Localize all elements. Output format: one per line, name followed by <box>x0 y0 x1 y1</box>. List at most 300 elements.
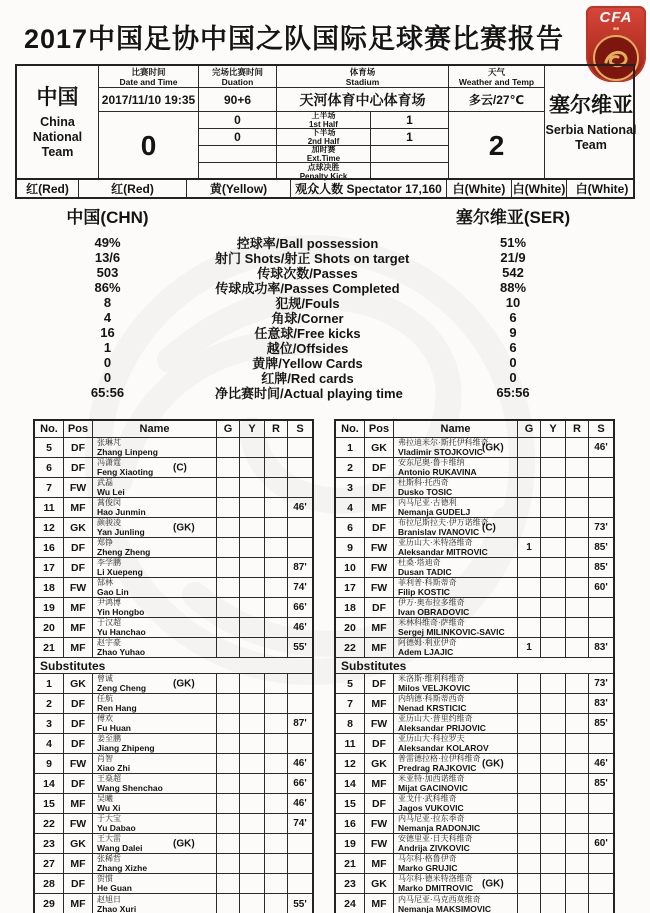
player-position: MF <box>64 598 93 617</box>
match-info-table <box>15 64 635 180</box>
player-name-cell <box>93 874 217 893</box>
red-card-cell <box>265 834 288 853</box>
player-position: FW <box>64 578 93 597</box>
player-row <box>336 714 613 734</box>
player-name-cell <box>93 498 217 517</box>
stat-row <box>0 353 650 371</box>
player-name-zh: 赵旭日 <box>97 894 121 904</box>
stat-away-value: 6 <box>509 340 517 355</box>
player-number: 15 <box>336 794 365 813</box>
away-score: 2 <box>449 112 545 180</box>
player-name-en: Nemanja RADONJIC <box>398 823 481 833</box>
red-card-cell <box>566 854 589 873</box>
roster-header-cell: Pos <box>365 421 394 437</box>
first-half-label-zh: 上半场 <box>311 111 336 120</box>
yellow-card-cell <box>240 458 265 477</box>
player-name-en: Fu Huan <box>97 723 131 733</box>
player-name-cell <box>394 774 518 793</box>
second-half-away-score: 1 <box>371 129 449 146</box>
player-position: MF <box>365 854 394 873</box>
player-name-zh: 曾诚 <box>97 674 113 683</box>
player-number: 18 <box>35 578 64 597</box>
yellow-card-cell <box>240 674 265 693</box>
red-card-cell <box>566 694 589 713</box>
red-card-cell <box>265 578 288 597</box>
ext-time-label <box>277 146 371 163</box>
player-row <box>35 458 312 478</box>
player-name-cell <box>93 754 217 773</box>
player-position: FW <box>64 478 93 497</box>
player-number: 20 <box>35 618 64 637</box>
player-position: FW <box>365 578 394 597</box>
red-card-cell <box>566 558 589 577</box>
stat-home-value: 16 <box>100 325 115 340</box>
yellow-card-cell <box>240 518 265 537</box>
goals-cell <box>217 834 240 853</box>
roster-header-cell: Name <box>93 421 217 437</box>
red-card-cell <box>566 578 589 597</box>
red-card-cell <box>265 498 288 517</box>
stat-home-value: 13/6 <box>94 250 121 265</box>
player-name-zh: 傅欢 <box>97 714 113 723</box>
yellow-card-cell <box>541 734 566 753</box>
away-kit-socks: 白(White) <box>575 182 629 196</box>
substitutes-band: Substitutes <box>35 658 312 674</box>
player-position: GK <box>365 874 394 893</box>
goals-cell <box>518 774 541 793</box>
yellow-card-cell <box>240 774 265 793</box>
player-name-en: Yu Dabao <box>97 823 136 833</box>
player-name-cell <box>93 638 217 657</box>
sub-minute-cell: 46' <box>293 758 307 769</box>
stat-row <box>0 233 650 251</box>
sub-minute-cell <box>589 618 613 637</box>
yellow-card-cell <box>240 754 265 773</box>
player-name-en: Yan Junling <box>97 527 145 537</box>
away-team-name-zh: 塞尔维亚 <box>549 93 633 117</box>
player-name-zh: 米洛斯·维利科维奇 <box>398 674 465 683</box>
stats-away-header: 塞尔维亚(SER) <box>455 208 571 227</box>
roster-header-cell: Name <box>394 421 518 437</box>
player-name-en: Milos VELJKOVIC <box>398 683 471 693</box>
player-position: GK <box>64 518 93 537</box>
sub-minute-cell <box>589 854 613 873</box>
captain-gk-mark: (GK) <box>173 522 195 533</box>
player-row <box>35 618 312 638</box>
player-number: 1 <box>35 674 64 693</box>
yellow-card-cell <box>240 694 265 713</box>
yellow-card-cell <box>240 714 265 733</box>
player-name-en: Predrag RAJKOVIC <box>398 763 477 773</box>
captain-gk-mark: (GK) <box>482 442 504 453</box>
duration-header-en: Duation <box>221 76 254 87</box>
player-row <box>336 674 613 694</box>
sub-minute-cell <box>288 874 312 893</box>
player-position: MF <box>365 694 394 713</box>
player-row <box>336 598 613 618</box>
ext-time-label-zh: 加时赛 <box>311 145 336 154</box>
goals-cell <box>518 438 541 457</box>
captain-gk-mark: (GK) <box>173 838 195 849</box>
player-number: 4 <box>35 734 64 753</box>
player-name-en: Wang Dalei <box>97 843 143 853</box>
player-name-en: Xiao Zhi <box>97 763 131 773</box>
yellow-card-cell <box>541 618 566 637</box>
roster-header-cell: Pos <box>64 421 93 437</box>
yellow-card-cell <box>240 578 265 597</box>
player-name-en: Ren Hang <box>97 703 137 713</box>
goals-cell <box>217 598 240 617</box>
goals-cell <box>518 734 541 753</box>
player-name-zh: 冯潇霆 <box>97 458 121 467</box>
player-name-cell <box>93 518 217 537</box>
sub-minute-cell <box>589 498 613 517</box>
red-card-cell <box>265 794 288 813</box>
player-position: DF <box>64 458 93 477</box>
player-name-en: Zeng Cheng <box>97 683 147 693</box>
player-position: DF <box>64 774 93 793</box>
player-position: DF <box>365 794 394 813</box>
player-position: FW <box>365 538 394 557</box>
player-position: DF <box>64 538 93 557</box>
yellow-card-cell <box>541 794 566 813</box>
player-row <box>35 714 312 734</box>
home-team-cell <box>17 66 99 180</box>
player-name-zh: 伊万·奥布拉多维奇 <box>398 598 465 607</box>
match-duration: 90+6 <box>199 88 277 112</box>
player-number: 29 <box>35 894 64 913</box>
kit-spectator-row <box>15 178 635 199</box>
roster-header-cell: R <box>265 421 288 437</box>
sub-minute-cell <box>589 458 613 477</box>
first-half-label <box>277 112 371 129</box>
datetime-header-en: Date and Time <box>119 76 178 87</box>
player-number: 27 <box>35 854 64 873</box>
stat-row <box>0 248 650 266</box>
red-card-cell <box>265 674 288 693</box>
stat-home-value: 503 <box>96 265 119 280</box>
player-name-en: Aleksandar MITROVIC <box>398 547 488 557</box>
away-kit-shorts: 白(White) <box>512 182 566 196</box>
player-number: 15 <box>35 794 64 813</box>
goals-cell <box>217 814 240 833</box>
player-position: DF <box>365 734 394 753</box>
player-row <box>336 458 613 478</box>
player-number: 19 <box>336 834 365 853</box>
goals-cell <box>518 674 541 693</box>
yellow-card-cell <box>240 874 265 893</box>
red-card-cell <box>265 438 288 457</box>
goals-cell <box>217 774 240 793</box>
home-score: 0 <box>99 112 199 180</box>
player-name-en: Marko DMITROVIC <box>398 883 474 893</box>
sub-minute-cell: 83' <box>594 698 608 709</box>
away-team-cell <box>545 66 637 180</box>
penalty-label-zh: 点球决胜 <box>307 162 340 172</box>
player-number: 11 <box>35 498 64 517</box>
yellow-card-cell <box>240 478 265 497</box>
goals-cell <box>518 834 541 853</box>
player-name-zh: 内马尼亚·拉东季奇 <box>398 814 465 823</box>
sub-minute-cell <box>288 438 312 457</box>
sub-minute-cell: 85' <box>594 778 608 789</box>
red-card-cell <box>265 598 288 617</box>
sub-minute-cell: 46' <box>293 502 307 513</box>
yellow-card-cell <box>541 894 566 913</box>
player-row <box>35 598 312 618</box>
first-half-away-score: 1 <box>371 112 449 129</box>
sub-minute-cell <box>288 834 312 853</box>
player-name-en: Jiang Zhipeng <box>97 743 155 753</box>
page-title: 2017中国足协中国之队国际足球赛比赛报告 <box>23 24 565 54</box>
player-name-zh: 贺惯 <box>97 874 113 883</box>
player-row <box>35 774 312 794</box>
goals-cell <box>217 478 240 497</box>
stat-away-value: 21/9 <box>500 250 526 265</box>
player-name-cell <box>394 874 518 893</box>
player-name-cell <box>394 854 518 873</box>
stat-row <box>0 263 650 281</box>
player-name-en: Sergej MILINKOVIC-SAVIC <box>398 627 505 637</box>
red-card-cell <box>566 458 589 477</box>
player-number: 14 <box>35 774 64 793</box>
player-name-cell <box>394 578 518 597</box>
goals-cell <box>217 794 240 813</box>
player-number: 11 <box>336 734 365 753</box>
player-number: 4 <box>336 498 365 517</box>
away-roster-table <box>334 419 615 913</box>
goals-cell <box>217 734 240 753</box>
roster-header-cell: R <box>566 421 589 437</box>
stat-label: 传球成功率/Passes Completed <box>215 281 400 296</box>
red-card-cell <box>566 894 589 913</box>
player-number: 9 <box>35 754 64 773</box>
stat-home-value: 0 <box>103 370 112 385</box>
red-card-cell <box>566 794 589 813</box>
sub-minute-cell <box>589 874 613 893</box>
player-name-en: Hao Junmin <box>97 507 146 517</box>
sub-minute-cell: 85' <box>594 718 608 729</box>
roster-header-row <box>336 421 613 438</box>
player-number: 7 <box>35 478 64 497</box>
weather-info: 多云/27℃ <box>449 88 545 112</box>
yellow-card-cell <box>541 754 566 773</box>
player-name-zh: 内马尼亚·马克西莫维奇 <box>398 894 481 904</box>
player-name-en: He Guan <box>97 883 132 893</box>
red-card-cell <box>566 518 589 537</box>
yellow-card-cell <box>541 814 566 833</box>
player-name-en: Wang Shenchao <box>97 783 163 793</box>
goals-cell <box>518 558 541 577</box>
player-name-cell <box>93 734 217 753</box>
datetime-header <box>99 66 199 88</box>
player-number: 7 <box>336 694 365 713</box>
player-row <box>336 834 613 854</box>
player-name-zh: 姜至鹏 <box>97 734 121 743</box>
sub-minute-cell <box>288 458 312 477</box>
red-card-cell <box>566 478 589 497</box>
red-card-cell <box>566 538 589 557</box>
player-name-zh: 尹鸿博 <box>97 598 121 607</box>
player-number: 1 <box>336 438 365 457</box>
player-name-zh: 亚历山大·普里约维奇 <box>398 714 473 723</box>
stadium-header-zh: 体育场 <box>349 66 376 77</box>
yellow-card-cell <box>541 598 566 617</box>
player-row <box>336 578 613 598</box>
player-name-zh: 李学鹏 <box>97 558 121 567</box>
player-number: 18 <box>336 598 365 617</box>
player-name-zh: 于大宝 <box>97 814 121 823</box>
red-card-cell <box>566 598 589 617</box>
player-number: 20 <box>336 618 365 637</box>
goals-cell <box>217 714 240 733</box>
cfa-logo-text: CFA <box>599 9 633 26</box>
player-row <box>35 674 312 694</box>
player-name-zh: 内纳德·科斯蒂西奇 <box>398 694 465 703</box>
red-card-cell <box>566 638 589 657</box>
stat-label: 越位/Offsides <box>266 341 349 356</box>
stat-label: 任意球/Free kicks <box>254 326 361 341</box>
sub-minute-cell: 46' <box>293 798 307 809</box>
player-position: DF <box>365 598 394 617</box>
sub-minute-cell: 46' <box>293 622 307 633</box>
player-name-cell <box>93 814 217 833</box>
goals-cell <box>217 694 240 713</box>
player-name-zh: 马尔科·德米特洛维奇 <box>398 874 473 883</box>
player-name-cell <box>394 814 518 833</box>
player-name-zh: 菲利普·科斯蒂奇 <box>398 578 457 587</box>
player-number: 3 <box>35 714 64 733</box>
player-row <box>35 538 312 558</box>
yellow-card-cell <box>541 458 566 477</box>
player-number: 12 <box>35 518 64 537</box>
player-number: 16 <box>35 538 64 557</box>
red-card-cell <box>265 478 288 497</box>
player-name-cell <box>93 598 217 617</box>
stat-label: 黄牌/Yellow Cards <box>252 356 363 371</box>
yellow-card-cell <box>240 814 265 833</box>
player-name-cell <box>394 754 518 773</box>
roster-header-cell: S <box>296 423 304 435</box>
player-number: 23 <box>35 834 64 853</box>
red-card-cell <box>265 458 288 477</box>
player-name-zh: 吴曦 <box>97 794 113 803</box>
second-half-label-en: 2nd Half <box>307 137 340 146</box>
player-row <box>35 794 312 814</box>
player-name-cell <box>93 794 217 813</box>
roster-header-cell: G <box>217 421 240 437</box>
sub-minute-cell: 87' <box>293 718 307 729</box>
yellow-card-cell <box>240 438 265 457</box>
player-row <box>336 814 613 834</box>
player-name-en: Zhao Xuri <box>97 903 137 913</box>
player-name-cell <box>394 498 518 517</box>
goals-cell <box>217 754 240 773</box>
red-card-cell <box>265 774 288 793</box>
player-name-cell <box>394 458 518 477</box>
player-number: 3 <box>336 478 365 497</box>
player-position: FW <box>365 714 394 733</box>
red-card-cell <box>566 734 589 753</box>
goals-cell: 1 <box>518 638 541 657</box>
goals-cell <box>518 618 541 637</box>
goals-cell <box>518 694 541 713</box>
stadium-header <box>277 66 449 88</box>
yellow-card-cell <box>541 558 566 577</box>
player-row <box>35 558 312 578</box>
player-name-en: Feng Xiaoting <box>97 467 154 477</box>
player-row <box>35 694 312 714</box>
player-position: GK <box>365 438 394 457</box>
weather-header-zh: 天气 <box>487 66 505 77</box>
goals-cell <box>518 578 541 597</box>
stat-row <box>0 338 650 356</box>
red-card-cell <box>265 894 288 913</box>
captain-gk-mark: (C) <box>173 462 187 473</box>
stat-home-value: 4 <box>103 310 112 325</box>
player-name-cell <box>93 674 217 693</box>
player-row <box>336 438 613 458</box>
red-card-cell <box>566 834 589 853</box>
roster-header-cell: G <box>518 421 541 437</box>
player-number: 5 <box>35 438 64 457</box>
player-row <box>336 754 613 774</box>
player-number: 2 <box>336 458 365 477</box>
player-row <box>35 578 312 598</box>
player-name-cell <box>93 774 217 793</box>
player-name-cell <box>394 558 518 577</box>
player-name-cell <box>394 438 518 457</box>
sub-minute-cell <box>288 674 312 693</box>
player-name-zh: 亚历山大·米特洛维奇 <box>398 538 473 547</box>
player-row <box>336 874 613 894</box>
spectator-count: 观众人数 Spectator 17,160 <box>291 180 447 197</box>
sub-minute-cell <box>288 538 312 557</box>
player-name-cell <box>93 478 217 497</box>
yellow-card-cell <box>240 894 265 913</box>
player-position: MF <box>365 638 394 657</box>
ext-time-label-en: Ext.Time <box>306 154 341 163</box>
player-position: DF <box>64 558 93 577</box>
player-name-en: Nenad KRSTICIC <box>398 703 467 713</box>
player-position: MF <box>64 794 93 813</box>
stat-away-value: 542 <box>502 265 524 280</box>
player-name-zh: 阿德姆·利亚伊奇 <box>398 638 457 647</box>
player-name-cell <box>394 598 518 617</box>
stats-rows <box>0 233 650 401</box>
yellow-card-cell <box>240 834 265 853</box>
sub-minute-cell: 55' <box>293 898 307 910</box>
red-card-cell <box>566 618 589 637</box>
player-name-zh: 亚历山大·科拉罗夫 <box>398 734 465 743</box>
sub-minute-cell <box>589 478 613 497</box>
player-number: 12 <box>336 754 365 773</box>
yellow-card-cell <box>541 578 566 597</box>
stat-away-value: 88% <box>499 280 527 295</box>
goals-cell <box>518 498 541 517</box>
stat-row <box>0 383 650 401</box>
stat-label: 犯规/Fouls <box>275 296 340 311</box>
ext-time-home-score <box>199 146 277 163</box>
player-number: 19 <box>35 598 64 617</box>
stat-label: 净比赛时间/Actual playing time <box>215 386 403 401</box>
sub-minute-cell: 74' <box>293 582 307 593</box>
player-name-zh: 武磊 <box>97 478 113 487</box>
stat-home-value: 86% <box>94 280 121 295</box>
player-row <box>35 638 312 658</box>
yellow-card-cell <box>240 618 265 637</box>
player-row <box>336 558 613 578</box>
